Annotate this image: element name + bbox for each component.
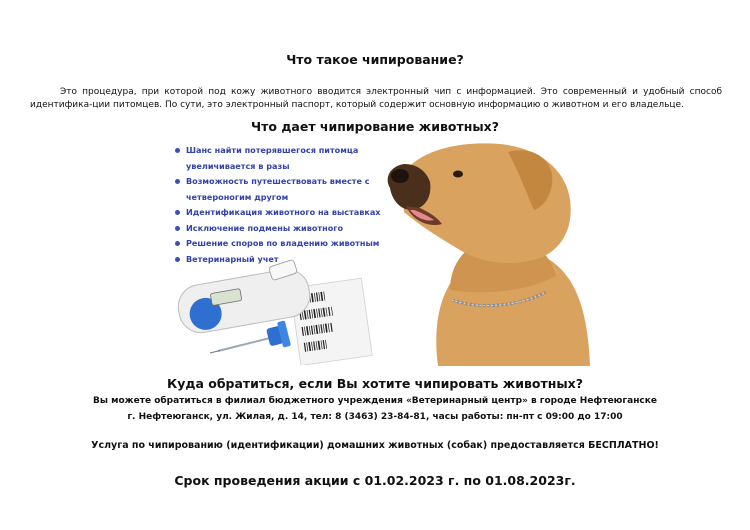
where-organization: Вы можете обратиться в филиал бюджетного учреждения «Ветеринарный центр» в городе Нефтеюганске	[93, 396, 657, 406]
benefit-text: Решение споров по владению животным	[186, 238, 380, 248]
where-address: г. Нефтеюганск, ул. Жилая, д. 14, тел: 8 (3463) 23-84-81, часы работы: пн-пт с 09:00 до 17:00	[127, 412, 623, 422]
bullet-icon	[175, 241, 180, 246]
benefit-item	[173, 143, 387, 174]
benefit-item	[173, 205, 387, 221]
benefit-item	[173, 236, 387, 252]
what-is-paragraph	[30, 86, 722, 112]
dog-icon	[388, 143, 590, 366]
benefit-text: Ветеринарный учет	[186, 253, 279, 264]
what-is-text: Это процедура, при которой под кожу животного вводится электронный чип с информацией. Это современный и удобный способ идентифика-ции питомцев. По сути, это электронный паспорт, который содержит основную информацию о животном и его владельце.	[30, 87, 722, 110]
benefit-text: Возможность путешествовать вместе с четвероногим другом	[186, 176, 370, 202]
benefit-item	[173, 174, 387, 205]
chip-scanner-illustration	[170, 255, 380, 365]
what-is-title: Что такое чипирование?	[286, 52, 464, 67]
benefits-title: Что дает чипирование животных?	[251, 119, 499, 134]
free-service-note: Услуга по чипированию (идентификации) домашних животных (собак) предоставляется БЕСПЛАТНО!	[91, 440, 659, 451]
benefits-list	[173, 143, 387, 267]
bullet-icon	[175, 226, 180, 231]
benefit-text: Исключение подмены животного	[186, 222, 344, 233]
benefit-text: Шанс найти потерявшегося питомца увеличивается в разы	[186, 145, 359, 171]
benefit-item	[173, 221, 387, 237]
benefit-text: Идентификация животного на выставках	[186, 207, 381, 217]
where-title: Куда обратиться, если Вы хотите чипировать животных?	[166, 376, 583, 391]
bullet-icon	[175, 179, 180, 184]
scanner-device-icon	[175, 259, 313, 336]
promo-period: Срок проведения акции с 01.02.2023 г. по 01.08.2023г.	[174, 473, 576, 488]
bullet-icon	[175, 210, 180, 215]
bullet-icon	[175, 148, 180, 153]
dog-illustration	[380, 140, 590, 366]
